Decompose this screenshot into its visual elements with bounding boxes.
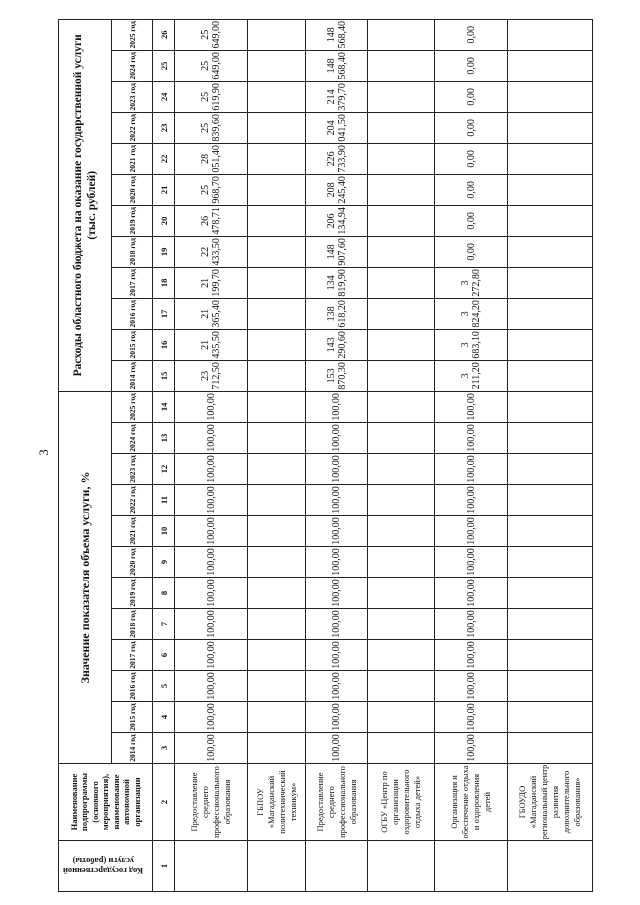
expense-value-cell: 22 433,50 bbox=[175, 236, 248, 267]
volume-value-cell: 100,00 bbox=[306, 391, 368, 422]
volume-value-cell bbox=[508, 640, 593, 671]
column-number: 20 bbox=[153, 205, 175, 236]
volume-value-cell bbox=[368, 516, 435, 547]
expense-value-cell: 153 870,30 bbox=[306, 360, 368, 391]
row-code-cell bbox=[508, 841, 593, 892]
table-body bbox=[175, 19, 593, 891]
expense-value-cell bbox=[248, 143, 306, 174]
column-number: 25 bbox=[153, 50, 175, 81]
volume-value-cell bbox=[248, 485, 306, 516]
expense-value-cell: 3 211,20 bbox=[435, 360, 508, 391]
expense-value-cell: 138 618,20 bbox=[306, 298, 368, 329]
expense-value-cell: 0,00 bbox=[435, 19, 508, 50]
volume-value-cell: 100,00 bbox=[435, 640, 508, 671]
row-name: ОГБУ «Центр по организации оздоровительного отдыха детей» bbox=[368, 764, 435, 841]
column-number: 14 bbox=[153, 391, 175, 422]
expense-value-cell: 148 568,40 bbox=[306, 19, 368, 50]
volume-value-cell bbox=[508, 454, 593, 485]
row-name: ГБОУДО «Магаданский региональный центр развития дополнительного образования» bbox=[508, 764, 593, 841]
table-row bbox=[435, 19, 508, 891]
volume-value-cell bbox=[248, 516, 306, 547]
volume-year-header: 2018 год bbox=[112, 609, 153, 640]
column-number: 23 bbox=[153, 112, 175, 143]
expense-value-cell: 134 819,90 bbox=[306, 267, 368, 298]
expense-value-cell: 25 649,00 bbox=[175, 19, 248, 50]
column-number: 26 bbox=[153, 19, 175, 50]
row-code-cell bbox=[175, 841, 248, 892]
volume-value-cell bbox=[508, 702, 593, 733]
volume-value-cell: 100,00 bbox=[306, 609, 368, 640]
expense-value-cell bbox=[248, 360, 306, 391]
volume-value-cell: 100,00 bbox=[306, 547, 368, 578]
row-name: Предоставление среднего профессионального образования bbox=[306, 764, 368, 841]
column-number: 1 bbox=[153, 841, 175, 892]
volume-value-cell bbox=[368, 609, 435, 640]
volume-value-cell bbox=[508, 671, 593, 702]
column-number: 4 bbox=[153, 702, 175, 733]
page-number: 3 bbox=[36, 449, 51, 456]
expense-year-header: 2022 год bbox=[112, 112, 153, 143]
volume-value-cell bbox=[248, 640, 306, 671]
column-number: 8 bbox=[153, 578, 175, 609]
expense-value-cell bbox=[248, 174, 306, 205]
column-number: 6 bbox=[153, 640, 175, 671]
volume-value-cell: 100,00 bbox=[435, 485, 508, 516]
expense-value-cell bbox=[508, 360, 593, 391]
table-row bbox=[175, 19, 248, 891]
expense-value-cell: 23 712,50 bbox=[175, 360, 248, 391]
column-number: 19 bbox=[153, 236, 175, 267]
volume-value-cell: 100,00 bbox=[435, 423, 508, 454]
volume-year-header: 2025 год bbox=[112, 391, 153, 422]
expense-value-cell: 143 290,60 bbox=[306, 329, 368, 360]
expense-value-cell bbox=[508, 143, 593, 174]
expense-value-cell bbox=[368, 360, 435, 391]
volume-group-header: Значение показателя объема услуги, % bbox=[59, 391, 112, 763]
expense-value-cell: 25 968,70 bbox=[175, 174, 248, 205]
expense-value-cell: 214 379,70 bbox=[306, 81, 368, 112]
volume-value-cell bbox=[508, 516, 593, 547]
expense-value-cell bbox=[508, 112, 593, 143]
volume-value-cell bbox=[248, 391, 306, 422]
column-number: 7 bbox=[153, 609, 175, 640]
expense-value-cell bbox=[368, 174, 435, 205]
table-row bbox=[306, 19, 368, 891]
column-number: 17 bbox=[153, 298, 175, 329]
expense-group-title: Расходы областного бюджета на оказание государственной услуги bbox=[72, 34, 85, 377]
expense-value-cell: 0,00 bbox=[435, 236, 508, 267]
column-number-row bbox=[153, 19, 175, 891]
expense-value-cell bbox=[368, 329, 435, 360]
row-code-cell bbox=[306, 841, 368, 892]
expense-value-cell: 226 733,90 bbox=[306, 143, 368, 174]
volume-value-cell: 100,00 bbox=[435, 547, 508, 578]
expense-value-cell bbox=[508, 236, 593, 267]
column-number: 16 bbox=[153, 329, 175, 360]
volume-value-cell: 100,00 bbox=[175, 516, 248, 547]
expense-group-unit: (тыс. рублей) bbox=[86, 170, 99, 240]
column-number: 22 bbox=[153, 143, 175, 174]
expense-value-cell: 3 683,10 bbox=[435, 329, 508, 360]
expense-group-header bbox=[59, 19, 112, 391]
volume-value-cell bbox=[368, 578, 435, 609]
volume-value-cell: 100,00 bbox=[175, 702, 248, 733]
code-header bbox=[59, 841, 153, 892]
header-row bbox=[59, 19, 112, 891]
expense-value-cell: 204 041,50 bbox=[306, 112, 368, 143]
expense-value-cell bbox=[248, 50, 306, 81]
volume-value-cell bbox=[368, 702, 435, 733]
expense-value-cell bbox=[248, 205, 306, 236]
expense-value-cell bbox=[368, 143, 435, 174]
expense-value-cell: 26 478,71 bbox=[175, 205, 248, 236]
column-number: 21 bbox=[153, 174, 175, 205]
column-number: 12 bbox=[153, 454, 175, 485]
table-row bbox=[248, 19, 306, 891]
volume-value-cell bbox=[508, 733, 593, 764]
column-number: 24 bbox=[153, 81, 175, 112]
volume-value-cell bbox=[508, 485, 593, 516]
expense-value-cell: 0,00 bbox=[435, 143, 508, 174]
volume-value-cell bbox=[508, 423, 593, 454]
volume-value-cell: 100,00 bbox=[175, 423, 248, 454]
column-number: 3 bbox=[153, 733, 175, 764]
expense-year-header: 2025 год bbox=[112, 19, 153, 50]
expense-value-cell: 3 272,80 bbox=[435, 267, 508, 298]
expense-value-cell bbox=[248, 329, 306, 360]
table-row bbox=[368, 19, 435, 891]
expense-value-cell: 0,00 bbox=[435, 50, 508, 81]
expense-value-cell: 0,00 bbox=[435, 81, 508, 112]
expense-year-header: 2017 год bbox=[112, 267, 153, 298]
volume-year-header: 2014 год bbox=[112, 733, 153, 764]
name-header: Наименование подпрограммы (основного мероприятия), наименование автономной организации bbox=[59, 764, 153, 841]
volume-value-cell: 100,00 bbox=[306, 485, 368, 516]
volume-value-cell: 100,00 bbox=[435, 391, 508, 422]
volume-value-cell bbox=[368, 640, 435, 671]
expense-year-header: 2018 год bbox=[112, 236, 153, 267]
expense-value-cell bbox=[368, 205, 435, 236]
volume-value-cell: 100,00 bbox=[435, 454, 508, 485]
code-header-label: Код государственной услуги (работы) bbox=[63, 856, 143, 876]
expense-year-header: 2021 год bbox=[112, 143, 153, 174]
expense-value-cell: 3 824,20 bbox=[435, 298, 508, 329]
volume-value-cell: 100,00 bbox=[306, 454, 368, 485]
volume-year-header: 2017 год bbox=[112, 640, 153, 671]
column-number: 11 bbox=[153, 485, 175, 516]
volume-year-header: 2021 год bbox=[112, 516, 153, 547]
volume-value-cell: 100,00 bbox=[175, 609, 248, 640]
expense-value-cell bbox=[368, 267, 435, 298]
expense-value-cell: 28 051,40 bbox=[175, 143, 248, 174]
column-number: 13 bbox=[153, 423, 175, 454]
volume-value-cell: 100,00 bbox=[306, 671, 368, 702]
expense-value-cell bbox=[508, 298, 593, 329]
volume-year-header: 2023 год bbox=[112, 454, 153, 485]
volume-value-cell: 100,00 bbox=[175, 454, 248, 485]
expense-year-header: 2020 год bbox=[112, 174, 153, 205]
volume-value-cell: 100,00 bbox=[306, 423, 368, 454]
volume-value-cell: 100,00 bbox=[306, 578, 368, 609]
row-name: Предоставление среднего профессионального образования bbox=[175, 764, 248, 841]
volume-value-cell: 100,00 bbox=[306, 640, 368, 671]
volume-value-cell bbox=[248, 454, 306, 485]
expense-value-cell bbox=[368, 19, 435, 50]
expense-value-cell bbox=[248, 236, 306, 267]
expense-value-cell: 148 907,60 bbox=[306, 236, 368, 267]
volume-value-cell bbox=[248, 671, 306, 702]
expense-value-cell bbox=[508, 81, 593, 112]
volume-value-cell: 100,00 bbox=[435, 733, 508, 764]
volume-value-cell: 100,00 bbox=[175, 640, 248, 671]
expense-value-cell bbox=[368, 81, 435, 112]
volume-value-cell bbox=[248, 733, 306, 764]
expense-value-cell bbox=[508, 50, 593, 81]
expense-value-cell: 0,00 bbox=[435, 174, 508, 205]
expense-value-cell: 206 134,94 bbox=[306, 205, 368, 236]
expense-value-cell: 21 199,70 bbox=[175, 267, 248, 298]
volume-value-cell: 100,00 bbox=[175, 485, 248, 516]
volume-value-cell: 100,00 bbox=[435, 671, 508, 702]
column-number: 9 bbox=[153, 547, 175, 578]
expense-value-cell bbox=[248, 112, 306, 143]
column-number: 10 bbox=[153, 516, 175, 547]
volume-value-cell: 100,00 bbox=[175, 578, 248, 609]
column-number: 15 bbox=[153, 360, 175, 391]
volume-value-cell: 100,00 bbox=[306, 733, 368, 764]
volume-value-cell bbox=[368, 671, 435, 702]
volume-year-header: 2019 год bbox=[112, 578, 153, 609]
row-code-cell bbox=[435, 841, 508, 892]
row-name: ГБПОУ «Магаданский политехнический техникум» bbox=[248, 764, 306, 841]
table-row bbox=[508, 19, 593, 891]
expense-value-cell: 0,00 bbox=[435, 112, 508, 143]
volume-value-cell: 100,00 bbox=[175, 547, 248, 578]
expense-year-header: 2016 год bbox=[112, 298, 153, 329]
expense-value-cell bbox=[368, 50, 435, 81]
volume-year-header: 2020 год bbox=[112, 547, 153, 578]
volume-value-cell: 100,00 bbox=[435, 609, 508, 640]
volume-value-cell: 100,00 bbox=[175, 391, 248, 422]
volume-value-cell bbox=[368, 485, 435, 516]
row-code-cell bbox=[368, 841, 435, 892]
volume-value-cell bbox=[368, 423, 435, 454]
expense-value-cell: 25 619,90 bbox=[175, 81, 248, 112]
expense-value-cell: 25 839,60 bbox=[175, 112, 248, 143]
expense-value-cell bbox=[368, 298, 435, 329]
volume-value-cell bbox=[248, 423, 306, 454]
expense-value-cell bbox=[248, 81, 306, 112]
volume-year-header: 2024 год bbox=[112, 423, 153, 454]
volume-value-cell bbox=[508, 391, 593, 422]
volume-year-header: 2022 год bbox=[112, 485, 153, 516]
volume-value-cell bbox=[368, 733, 435, 764]
volume-value-cell: 100,00 bbox=[175, 671, 248, 702]
expense-year-header: 2014 год bbox=[112, 360, 153, 391]
volume-value-cell bbox=[368, 454, 435, 485]
expense-value-cell bbox=[508, 267, 593, 298]
expense-value-cell bbox=[508, 19, 593, 50]
expense-value-cell bbox=[248, 298, 306, 329]
volume-value-cell: 100,00 bbox=[435, 516, 508, 547]
expense-year-header: 2024 год bbox=[112, 50, 153, 81]
column-number: 5 bbox=[153, 671, 175, 702]
services-table bbox=[58, 19, 593, 892]
expense-value-cell: 0,00 bbox=[435, 205, 508, 236]
volume-year-header: 2016 год bbox=[112, 671, 153, 702]
column-number: 2 bbox=[153, 764, 175, 841]
year-header-row bbox=[112, 19, 153, 891]
expense-year-header: 2015 год bbox=[112, 329, 153, 360]
volume-value-cell bbox=[508, 547, 593, 578]
expense-value-cell bbox=[248, 267, 306, 298]
volume-value-cell bbox=[508, 609, 593, 640]
volume-value-cell bbox=[368, 547, 435, 578]
volume-value-cell: 100,00 bbox=[175, 733, 248, 764]
expense-value-cell bbox=[508, 329, 593, 360]
column-number: 18 bbox=[153, 267, 175, 298]
volume-value-cell: 100,00 bbox=[435, 702, 508, 733]
row-code-cell bbox=[248, 841, 306, 892]
expense-value-cell bbox=[508, 174, 593, 205]
row-name: Организация и обеспечение отдыха и оздоровления детей bbox=[435, 764, 508, 841]
volume-value-cell bbox=[248, 609, 306, 640]
expense-year-header: 2023 год bbox=[112, 81, 153, 112]
expense-value-cell bbox=[368, 112, 435, 143]
volume-value-cell bbox=[248, 547, 306, 578]
volume-value-cell bbox=[368, 391, 435, 422]
volume-year-header: 2015 год bbox=[112, 702, 153, 733]
expense-value-cell bbox=[368, 236, 435, 267]
expense-value-cell bbox=[248, 19, 306, 50]
expense-value-cell bbox=[508, 205, 593, 236]
volume-value-cell: 100,00 bbox=[435, 578, 508, 609]
expense-value-cell: 208 245,40 bbox=[306, 174, 368, 205]
expense-value-cell: 148 568,40 bbox=[306, 50, 368, 81]
expense-value-cell: 21 365,40 bbox=[175, 298, 248, 329]
volume-value-cell: 100,00 bbox=[306, 702, 368, 733]
volume-value-cell bbox=[248, 578, 306, 609]
volume-value-cell: 100,00 bbox=[306, 516, 368, 547]
expense-year-header: 2019 год bbox=[112, 205, 153, 236]
expense-value-cell: 25 649,00 bbox=[175, 50, 248, 81]
expense-value-cell: 21 435,50 bbox=[175, 329, 248, 360]
volume-value-cell bbox=[248, 702, 306, 733]
volume-value-cell bbox=[508, 578, 593, 609]
